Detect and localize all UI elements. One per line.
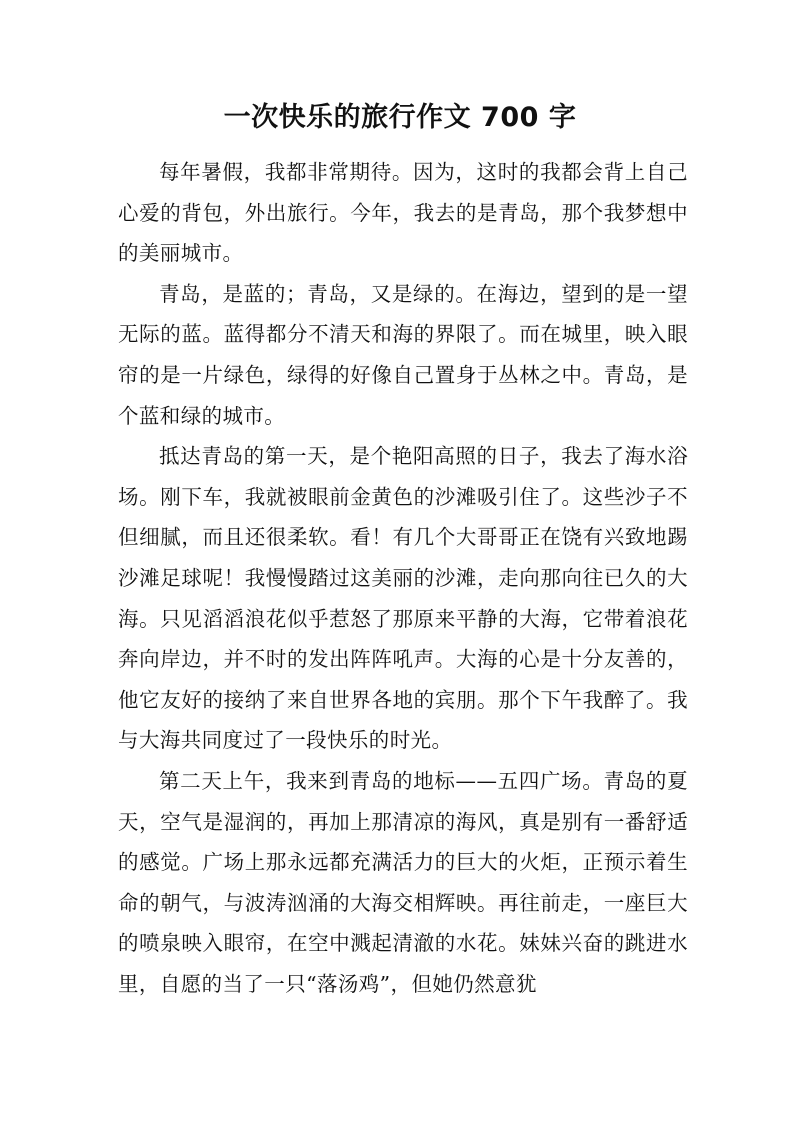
paragraph-3: 抵达青岛的第一天，是个艳阳高照的日子，我去了海水浴场。刚下车，我就被眼前金黄色的沙滩吸引住了。这些沙子不但细腻，而且还很柔软。看！有几个大哥哥正在饶有兴致地踢沙滩足球呢！我慢慢踏过这美丽的沙滩，走向那向往已久的大海。只见滔滔浪花似乎惹怒了那原来平静的大海，它带着浪花奔向岸边，并不时的发出阵阵吼声。大海的心是十分友善的，他它友好的接纳了来自世界各地的宾朋。那个下午我醉了。我与大海共同度过了一段快乐的时光。 <box>118 444 688 753</box>
paragraph-1: 每年暑假，我都非常期待。因为，这时的我都会背上自己心爱的背包，外出旅行。今年，我去的是青岛，那个我梦想中的美丽城市。 <box>118 160 688 266</box>
document-body <box>118 152 688 1004</box>
paragraph-4: 第二天上午，我来到青岛的地标——五四广场。青岛的夏天，空气是湿润的，再加上那清凉的海风，真是别有一番舒适的感觉。广场上那永远都充满活力的巨大的火炬，正预示着生命的朝气，与波涛汹涌的大海交相辉映。再往前走，一座巨大的喷泉映入眼帘，在空中溅起清澈的水花。妹妹兴奋的跳进水里，自愿的当了一只“落汤鸡”，但她仍然意犹 <box>118 768 688 996</box>
paragraph-2: 青岛，是蓝的；青岛，又是绿的。在海边，望到的是一望无际的蓝。蓝得都分不清天和海的界限了。而在城里，映入眼帘的是一片绿色，绿得的好像自己置身于丛林之中。青岛，是个蓝和绿的城市。 <box>118 281 688 428</box>
page-title: 一次快乐的旅行作文 700 字 <box>223 102 577 133</box>
